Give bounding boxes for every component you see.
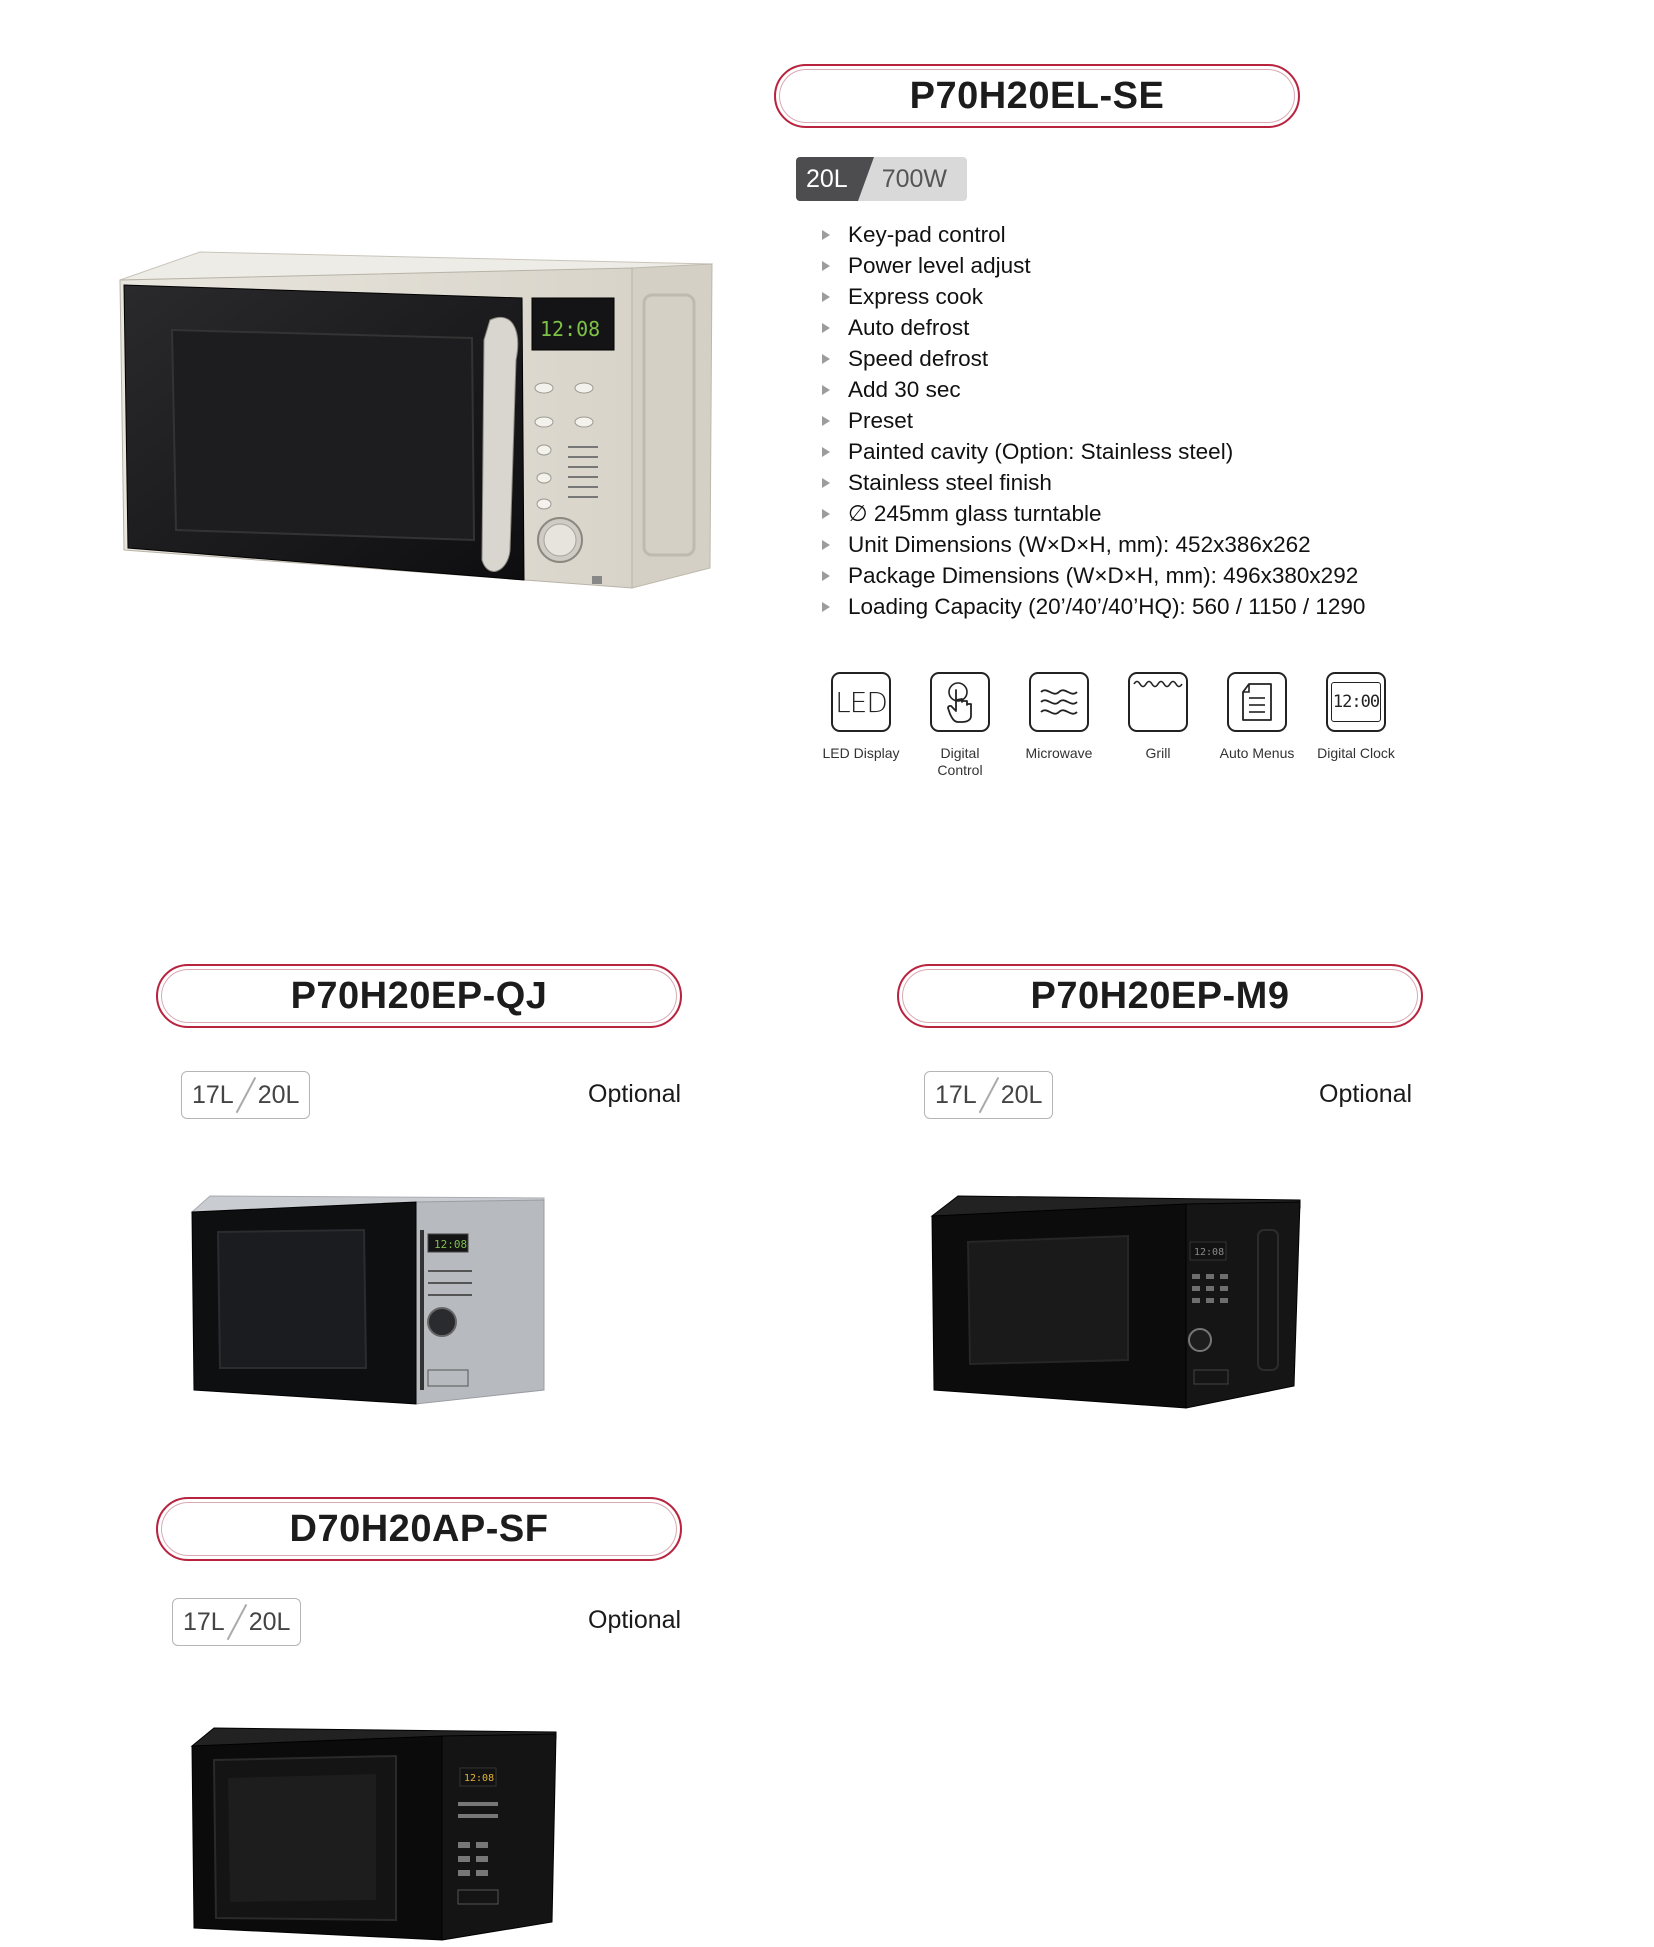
bullet-arrow-icon [822, 571, 830, 581]
microwave-icon [1029, 672, 1089, 732]
feature-text: Auto defrost [848, 314, 970, 340]
bullet-arrow-icon [822, 509, 830, 519]
feature-text: Power level adjust [848, 252, 1031, 278]
feature-item [820, 405, 1365, 436]
bullet-arrow-icon [822, 540, 830, 550]
icon-label-led-display: LED Display [822, 745, 900, 761]
variant-product-image-black [928, 1190, 1304, 1412]
digital-control-icon [930, 672, 990, 732]
optional-label: Optional [588, 1606, 682, 1634]
svg-text:12:08: 12:08 [540, 317, 601, 341]
led-display-icon: LED [831, 672, 891, 732]
variant-capacity-tag: 17L 20L [181, 1071, 310, 1119]
svg-text:12:08: 12:08 [1194, 1247, 1225, 1258]
icon-label-auto-menus: Auto Menus [1219, 745, 1295, 761]
variant-model-title: P70H20EP-M9 [897, 964, 1423, 1028]
bullet-arrow-icon [822, 385, 830, 395]
optional-label: Optional [588, 1080, 682, 1108]
digital-clock-icon: 12:00 [1326, 672, 1386, 732]
variant-capacity-tag: 17L 20L [172, 1598, 301, 1646]
variant-model-title: P70H20EP-QJ [156, 964, 682, 1028]
feature-text: Add 30 sec [848, 376, 961, 402]
icon-label-microwave: Microwave [1025, 745, 1093, 761]
feature-item [820, 219, 1365, 250]
feature-text: Painted cavity (Option: Stainless steel) [848, 438, 1234, 464]
feature-text: Package Dimensions (W×D×H, mm): 496x380x292 [848, 562, 1359, 588]
grill-icon [1128, 672, 1188, 732]
feature-item [820, 436, 1365, 467]
feature-item [820, 529, 1365, 560]
feature-text: Speed defrost [848, 345, 989, 371]
feature-text: Preset [848, 407, 914, 433]
feature-item [820, 281, 1365, 312]
main-product-image [112, 250, 722, 595]
variant-model-title: D70H20AP-SF [156, 1497, 682, 1561]
feature-item [820, 560, 1365, 591]
variant-product-image-silver [188, 1190, 548, 1405]
svg-text:12:08: 12:08 [434, 1238, 468, 1251]
bullet-arrow-icon [822, 261, 830, 271]
power-label: 700W [858, 157, 967, 201]
feature-item [820, 498, 1365, 529]
feature-item [820, 467, 1365, 498]
feature-text: Unit Dimensions (W×D×H, mm): 452x386x262 [848, 531, 1311, 557]
bullet-arrow-icon [822, 230, 830, 240]
feature-text: ∅ 245mm glass turntable [848, 500, 1102, 526]
capacity-label: 20L [796, 157, 858, 201]
bullet-arrow-icon [822, 354, 830, 364]
icon-label-grill: Grill [1145, 745, 1171, 761]
feature-text: Loading Capacity (20’/40’/40’HQ): 560 / 1150 / 1290 [848, 593, 1366, 619]
feature-item [820, 591, 1365, 622]
bullet-arrow-icon [822, 478, 830, 488]
feature-item [820, 250, 1365, 281]
optional-label: Optional [1319, 1080, 1413, 1108]
feature-item [820, 374, 1365, 405]
bullet-arrow-icon [822, 292, 830, 302]
variant-product-image-black-2 [188, 1722, 560, 1942]
bullet-arrow-icon [822, 602, 830, 612]
bullet-arrow-icon [822, 416, 830, 426]
icon-label-digital-clock: Digital Clock [1317, 745, 1395, 761]
main-model-title: P70H20EL-SE [774, 64, 1300, 128]
feature-item [820, 343, 1365, 374]
feature-text: Key-pad control [848, 221, 1006, 247]
feature-list [820, 219, 1365, 622]
feature-text: Express cook [848, 283, 984, 309]
feature-item [820, 312, 1365, 343]
svg-text:12:08: 12:08 [464, 1773, 495, 1784]
auto-menus-icon [1227, 672, 1287, 732]
capacity-power-tag [796, 157, 967, 201]
bullet-arrow-icon [822, 323, 830, 333]
icon-label-digital-control: Digital Control [937, 745, 983, 778]
bullet-arrow-icon [822, 447, 830, 457]
variant-capacity-tag: 17L 20L [924, 1071, 1053, 1119]
feature-text: Stainless steel finish [848, 469, 1052, 495]
